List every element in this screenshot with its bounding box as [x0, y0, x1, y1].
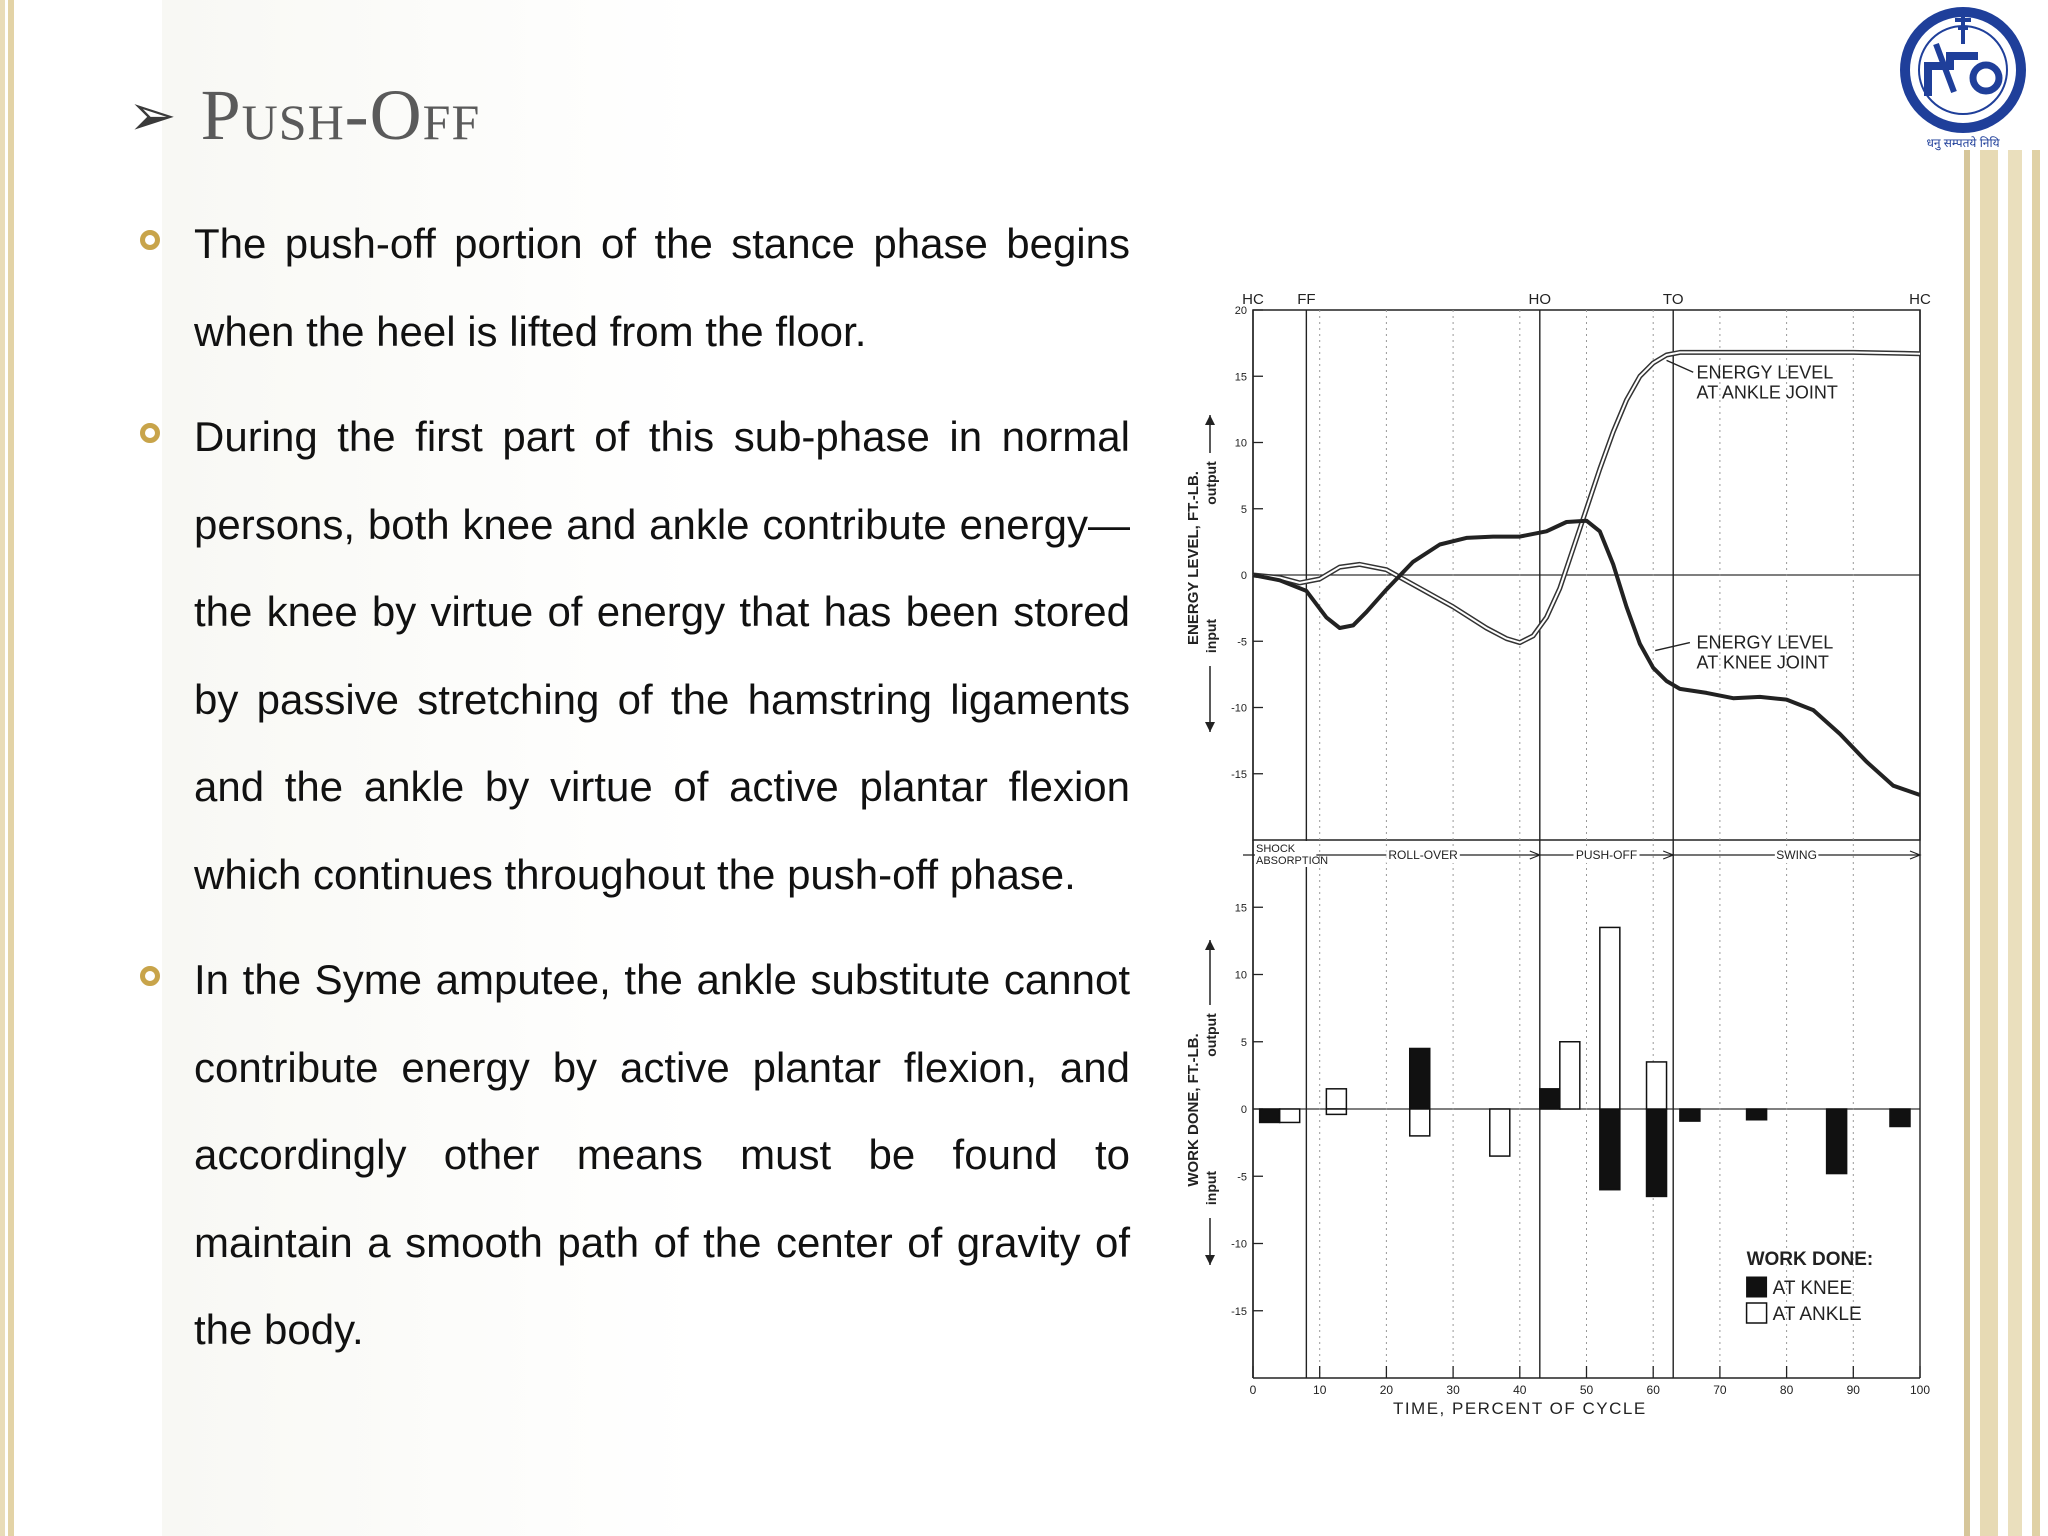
annotation-text: ENERGY LEVEL [1696, 632, 1834, 653]
knee-work-bar [1890, 1109, 1910, 1126]
event-label: TO [1662, 291, 1684, 308]
knee-work-bar [1827, 1109, 1847, 1174]
legend-title: WORK DONE: [1746, 1249, 1874, 1270]
ankle-work-bar [1326, 1089, 1346, 1109]
event-label: HO [1528, 291, 1552, 308]
x-tick-label: 30 [1446, 1383, 1460, 1397]
legend-swatch-knee [1747, 1277, 1767, 1297]
x-tick-label: 80 [1779, 1383, 1794, 1397]
legend-swatch-ankle [1747, 1303, 1767, 1323]
knee-work-bar [1647, 1109, 1667, 1196]
event-label: HC [1909, 291, 1931, 308]
y-tick-label: 10 [1234, 969, 1247, 982]
ankle-work-bar [1600, 927, 1620, 1109]
ankle-work-bar [1560, 1042, 1580, 1109]
y-axis-output-label: output [1203, 1013, 1219, 1057]
bullet-dot-icon [140, 423, 160, 443]
y-tick-label: 15 [1234, 902, 1247, 915]
y-axis-output-label: output [1203, 461, 1219, 505]
ankle-work-bar [1326, 1109, 1346, 1114]
right-border-stripes [1958, 150, 2048, 1536]
logo-caption: धनु सम्पतये नियि [1926, 136, 2000, 150]
bullet-dot-icon [140, 966, 160, 986]
left-border-stripes [0, 0, 16, 1536]
y-tick-label: -10 [1231, 1238, 1247, 1251]
knee-work-bar [1410, 1048, 1430, 1109]
y-tick-label: -15 [1231, 768, 1247, 781]
bullet-text: During the first part of this sub-phase in normal persons, both knee and ankle contribute energy— the knee by virtue of energy that has been stored by passive stretching of the hamstring ligaments and the ankle by virtue of active plantar flexion which continues throughout the push-off phase. [194, 413, 1130, 898]
bullet-text: In the Syme amputee, the ankle substitute cannot contribute energy by active plantar flexion, and accordingly other means must be found to maintain a smooth path of the center of gravity of the body. [194, 956, 1130, 1353]
annotation-text: AT ANKLE JOINT [1696, 382, 1838, 403]
y-tick-label: 10 [1234, 437, 1247, 450]
institute-emblem-icon [1888, 4, 2038, 154]
y-tick-label: 15 [1234, 371, 1247, 384]
ankle-work-bar [1490, 1109, 1510, 1156]
bullet-dot-icon [140, 230, 160, 250]
x-tick-label: 0 [1249, 1383, 1257, 1397]
y-axis-title: ENERGY LEVEL, FT.-LB. [1185, 471, 1202, 645]
annotation-leader [1667, 360, 1694, 372]
y-tick-label: -15 [1231, 1305, 1247, 1318]
gait-energy-figure [1180, 280, 1950, 1430]
legend-label-ankle: AT ANKLE [1772, 1304, 1862, 1325]
x-tick-label: 100 [1909, 1383, 1931, 1397]
y-axis-input-label: input [1203, 1170, 1219, 1206]
x-tick-label: 70 [1713, 1383, 1727, 1397]
up-arrow-head-icon [1205, 415, 1215, 425]
event-label: HC [1242, 291, 1264, 308]
phase-label: ABSORPTION [1256, 855, 1329, 867]
bullet-item [140, 393, 1130, 918]
phase-label: PUSH-OFF [1575, 848, 1638, 862]
phase-label: SWING [1776, 848, 1817, 862]
x-tick-label: 20 [1379, 1383, 1394, 1397]
bullet-item [140, 200, 1130, 375]
knee-work-bar [1260, 1109, 1280, 1122]
x-axis-title: TIME, PERCENT OF CYCLE [1392, 1399, 1647, 1418]
y-axis-title: WORK DONE, FT.-LB. [1185, 1033, 1202, 1187]
up-arrow-head-icon [1205, 940, 1215, 950]
x-tick-label: 40 [1513, 1383, 1527, 1397]
y-tick-label: 0 [1240, 1104, 1247, 1116]
x-tick-label: 50 [1579, 1383, 1594, 1397]
x-tick-label: 90 [1846, 1383, 1860, 1397]
annotation-text: AT KNEE JOINT [1696, 652, 1829, 673]
bullet-text: The push-off portion of the stance phase begins when the heel is lifted from the floor. [194, 220, 1130, 355]
annotation-text: ENERGY LEVEL [1696, 362, 1834, 383]
arrow-bullet-icon: ➢ [128, 83, 177, 148]
knee-work-bar [1747, 1109, 1767, 1120]
y-axis-input-label: input [1203, 618, 1219, 654]
y-tick-label: 0 [1240, 570, 1247, 582]
phase-label: SHOCK [1256, 843, 1296, 855]
knee-work-bar [1540, 1089, 1560, 1109]
slide-title-text: Push-Off [200, 74, 481, 155]
y-tick-label: 5 [1240, 1036, 1247, 1049]
legend-label-knee: AT KNEE [1772, 1278, 1853, 1299]
phase-label: ROLL-OVER [1388, 848, 1458, 862]
y-tick-label: 20 [1234, 305, 1247, 317]
y-tick-label: 5 [1240, 503, 1247, 516]
x-tick-label: 60 [1646, 1383, 1660, 1397]
ankle-work-bar [1647, 1062, 1667, 1109]
knee-work-bar [1680, 1109, 1700, 1121]
y-tick-label: -10 [1231, 702, 1247, 715]
bullet-list [140, 200, 1130, 1392]
bullet-item [140, 936, 1130, 1374]
y-tick-label: -5 [1237, 1171, 1247, 1184]
y-tick-label: -5 [1237, 636, 1247, 649]
x-tick-label: 10 [1313, 1383, 1327, 1397]
down-arrow-head-icon [1205, 722, 1215, 732]
ankle-work-bar [1280, 1109, 1300, 1122]
slide-title [128, 70, 480, 160]
down-arrow-head-icon [1205, 1255, 1215, 1265]
knee-work-bar [1600, 1109, 1620, 1190]
event-label: FF [1297, 291, 1316, 308]
ankle-work-bar [1410, 1109, 1430, 1136]
